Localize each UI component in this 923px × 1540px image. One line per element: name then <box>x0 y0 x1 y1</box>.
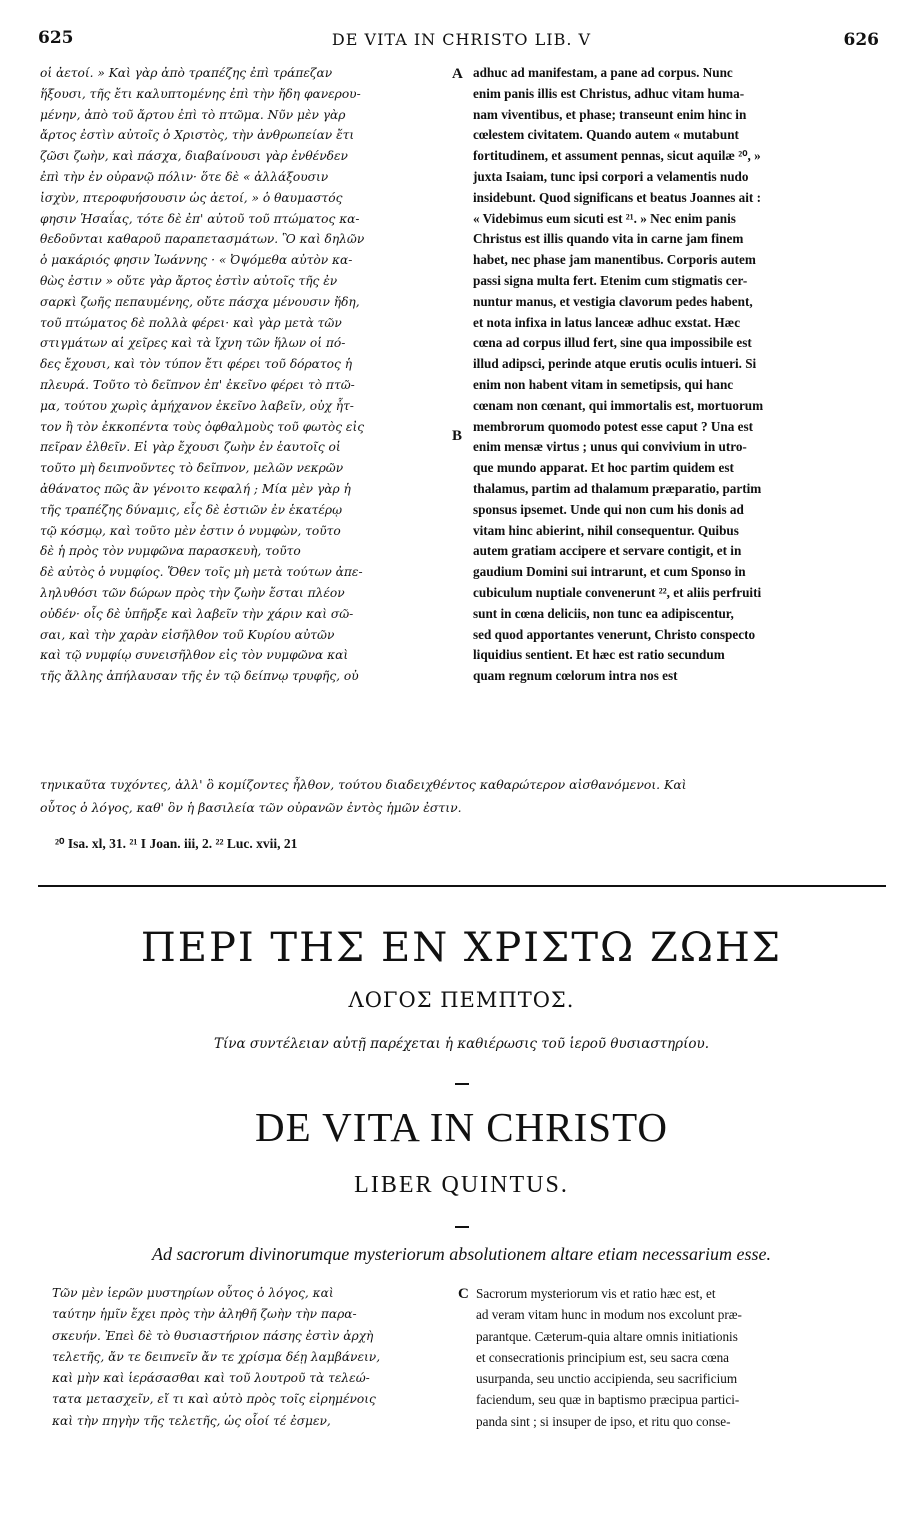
greek-text-line: σαι, καὶ τὴν χαρὰν εἰσῆλθον τοῦ Κυρίου αὐτῶν <box>40 627 335 642</box>
latin-section-summary: Ad sacrorum divinorumque mysteriorum absolutionem altare etiam necessarium esse. <box>151 1244 772 1264</box>
latin-text-line: vitam hinc abierint, nihil consequentur. Quibus <box>473 522 739 538</box>
section-divider <box>38 885 886 887</box>
latin-text-line: liquidius sentient. Et hæc est ratio secundum <box>473 647 725 663</box>
latin-section-title: DE VITA IN CHRISTO <box>255 1104 668 1150</box>
greek-text-line: θὼς ἐστιν » οὔτε γὰρ ἄρτος ἐστὶν αὐτοῖς τῆς ἐν <box>40 273 338 288</box>
greek-text-line: τοῦτο μὴ δειπνοῦντες τὸ δεῖπνον, μελῶν νεκρῶν <box>40 461 344 476</box>
greek-text-line: οὐδέν· οἷς δὲ ὑπῆρξε καὶ λαβεῖν τὴν χάριν καὶ σῶ- <box>40 606 354 621</box>
latin-text-line: ad veram vitam hunc in modum nos excolunt præ- <box>476 1307 742 1323</box>
greek-text-line: ἰσχὺν, πτεροφυήσουσιν ὡς ἀετοί, » ὁ θαυμαστός <box>40 190 343 205</box>
greek-text-line: τον ἢ τὸν ἐκκοπέντα τοὺς ὀφθαλμοὺς τοῦ φωτὸς εἰς <box>40 419 365 434</box>
greek-column-top <box>40 63 463 687</box>
latin-text-line: thalamus, partim ad thalamum præparatio, partim <box>473 480 762 496</box>
latin-text-line: que mundo apparat. Et hoc partim quidem est <box>473 460 734 476</box>
latin-text-line: cœnam non cœnant, qui immortalis est, mortuorum <box>473 397 764 413</box>
greek-text-line: τελετῆς, ἄν τε δειπνεῖν ἄν τε χρίσμα δέῃ λαμβάνειν, <box>52 1349 381 1364</box>
greek-text-line: καὶ τῷ νυμφίῳ συνεισῆλθον εἰς τὸν νυμφῶνα καὶ <box>40 648 349 663</box>
greek-text-line: δὲ αὐτὸς ὁ νυμφίος. Ὅθεν τοῖς μὴ μετὰ τούτων ἀπε- <box>40 565 363 580</box>
latin-text-line: gaudium Domini sui intrarunt, et cum Sponso in <box>473 564 746 580</box>
latin-section-subtitle: LIBER QUINTUS. <box>354 1172 569 1198</box>
latin-text-line: juxta Isaiam, tunc ipsi corpori a velamentis nudo <box>473 168 749 184</box>
latin-text-line: nuntur manus, et vestigia clavorum pedes habent, <box>473 293 753 309</box>
ornament-dash-1 <box>455 1083 469 1085</box>
margin-marker-c: C <box>458 1286 469 1302</box>
margin-marker-b: B <box>452 428 463 444</box>
greek-text-line: μένην, ἀπὸ τοῦ ἄρτου ἐπὶ τὸ πτῶμα. Νῦν μὲν γὰρ <box>40 107 346 122</box>
greek-text-line: θεδοῦνται καθαροῦ παραπετασμάτων. Ὃ καὶ δηλῶν <box>40 232 365 247</box>
greek-text-line: τοῦ πτώματος δὲ πολλὰ φέρει· καὶ γὰρ μετὰ τῶν <box>40 315 342 330</box>
latin-text-line: autem gratiam accipere et servare contigit, et in <box>473 543 742 559</box>
greek-section-subtitle: ΛΟΓΟΣ ΠΕΜΠΤΟΣ. <box>348 988 575 1012</box>
greek-text-line: στιγμάτων αἱ χεῖρες καὶ τὰ ἴχνη τῶν ἥλων οἱ πό- <box>40 336 346 351</box>
latin-text-line: et consecrationis principium est, seu sacra cœna <box>476 1349 730 1365</box>
margin-marker-a: A <box>452 66 463 82</box>
latin-text-line: parantque. Cæterum-quia altare omnis initiationis <box>476 1328 738 1344</box>
greek-text-line: Τῶν μὲν ἱερῶν μυστηρίων οὗτος ὁ λόγος, καὶ <box>52 1286 334 1300</box>
latin-text-line: nam viventibus, et phase; transeunt enim hinc in <box>473 106 747 122</box>
greek-text-line: οἱ ἀετοί. » Καὶ γὰρ ἀπὸ τραπέζης ἐπὶ τράπεζαν <box>40 66 333 80</box>
latin-text-line: sunt in cœna deliciis, non tunc ea adipiscentur, <box>473 605 734 621</box>
latin-text-line: enim non habent vitam in semetipsis, qui hanc <box>473 376 734 392</box>
latin-text-line: habet, nec phase jam manentibus. Corporis autem <box>473 252 756 268</box>
full-width-line-2: οὗτος ὁ λόγος, καθ' ὃν ἡ βασιλεία τῶν οὐρανῶν ἐντὸς ἡμῶν ἐστιν. <box>40 800 462 815</box>
latin-text-line: adhuc ad manifestam, a pane ad corpus. Nunc <box>473 65 733 80</box>
latin-text-line: insidebunt. Quod significans et beatus Joannes ait : <box>473 189 761 205</box>
greek-text-line: δες ἔχουσι, καὶ τὸν τύπον ἔτι φέρει τοῦ δόρατος ἡ <box>40 357 352 372</box>
latin-text-line: « Videbimus eum sicuti est ²¹. » Nec enim panis <box>473 210 736 226</box>
latin-text-line: fortitudinem, et assument pennas, sicut aquilæ ²⁰, » <box>473 148 761 164</box>
latin-text-line: cœna ad corpus illud fert, sine qua impossibile est <box>473 335 752 351</box>
latin-text-line: Sacrorum mysteriorum vis et ratio hæc est, et <box>476 1286 716 1301</box>
greek-text-line: πεῖραν ἐλθεῖν. Εἰ γὰρ ἔχουσι ζωὴν ἐν ἑαυτοῖς οἱ <box>40 440 341 455</box>
greek-text-line: ληλυθόσι τῶν δώρων πρὸς τὴν ζωὴν ἔσται πλέον <box>40 585 345 600</box>
greek-text-line: καὶ μὴν καὶ ἱεράσασθαι καὶ τοῦ λουτροῦ τὰ τελεώ- <box>52 1371 370 1386</box>
page-number-right: 626 <box>843 30 879 50</box>
greek-section-title: ΠΕΡΙ ΤΗΣ ΕΝ ΧΡΙΣΤΩ ΖΩΗΣ <box>140 925 783 971</box>
running-title: DE VITA IN CHRISTO LIB. V <box>331 30 592 49</box>
greek-text-line: ἀθάνατος πῶς ἂν γένοιτο κεφαλή ; Μία μὲν γὰρ ἡ <box>40 481 351 496</box>
latin-text-line: cœlestem civitatem. Quando autem « mutabunt <box>473 127 739 143</box>
greek-text-line: ὁ μακάριός φησιν Ἰωάννης · « Ὀψόμεθα αὐτὸν κα- <box>40 253 353 268</box>
greek-text-line: ταύτην ἡμῖν ἔχει πρὸς τὴν ἀληθῆ ζωὴν τὴν παρα- <box>52 1307 357 1322</box>
latin-text-line: enim panis illis est Christus, adhuc vitam huma- <box>473 85 745 101</box>
greek-text-line: τῆς τραπέζης δύναμις, εἷς δὲ ἑστιῶν ἐν ἑκατέρῳ <box>40 502 343 517</box>
latin-text-line: sed quod apportantes venerunt, Christo conspecto <box>473 626 756 642</box>
ornament-dash-2 <box>455 1226 469 1228</box>
greek-text-line: ζῶσι ζωὴν, καὶ πάσχα, διαβαίνουσι γὰρ ἐνθένδεν <box>40 149 348 164</box>
latin-text-line: usurpanda, seu unctio accipienda, seu sacrificium <box>476 1371 738 1387</box>
latin-text-line: et nota infixa in latus lanceæ adhuc exstat. Hæc <box>473 314 741 330</box>
greek-text-line: τῷ κόσμῳ, καὶ τοῦτο μὲν ἐστιν ὁ νυμφὼν, τοῦτο <box>40 523 341 538</box>
latin-text-line: cubiculum nuptiale convenerunt ²², et aliis perfruiti <box>473 584 762 600</box>
latin-text-line: Christus est illis quando vita in carne jam finem <box>473 231 744 247</box>
latin-text-line: enim mensæ virtus ; unus qui convivium in utro- <box>473 439 747 455</box>
greek-text-line: πλευρά. Τοῦτο τὸ δεῖπνον ἐπ' ἐκεῖνο φέρει τὸ πτῶ- <box>40 377 355 392</box>
page-number-left: 625 <box>38 28 74 48</box>
full-width-line-1: τηνικαῦτα τυχόντες, ἀλλ' ὃ κομίζοντες ἦλθον, τούτου διαδειχθέντος καθαρώτερον αἰσθανόμενοι. Καὶ <box>40 777 687 792</box>
latin-text-line: passi signa multa fert. Etenim cum stigmatis cer- <box>473 272 748 288</box>
latin-text-line: panda sint ; si insuper de ipso, et ritu quo conse- <box>476 1413 731 1429</box>
latin-text-line: sponsus ipsemet. Unde qui non cum his donis ad <box>473 501 744 517</box>
greek-text-line: τῆς ἄλλης ἀπήλαυσαν τῆς ἐν τῷ δείπνῳ τρυφῆς, οὐ <box>40 669 359 684</box>
greek-text-line: σκευήν. Ἐπεὶ δὲ τὸ θυσιαστήριον πάσης ἐστὶν ἀρχὴ <box>52 1328 374 1343</box>
greek-text-line: δὲ ἡ πρὸς τὸν νυμφῶνα παρασκευὴ, τοῦτο <box>40 544 301 559</box>
latin-column-top <box>473 63 885 687</box>
greek-text-line: καὶ τὴν πηγὴν τῆς τελετῆς, ὡς οἷοί τέ ἐσμεν, <box>52 1413 331 1428</box>
latin-text-line: faciendum, seu quæ in baptismo præcipua partici- <box>476 1392 740 1408</box>
greek-text-line: μα, τούτου χωρὶς ἀμήχανον ἐκεῖνο λαβεῖν, οὐχ ἧτ- <box>40 398 354 413</box>
greek-text-line: σαρκὶ ζωῆς πεπαυμένης, οὔτε πάσχα μένουσιν ἤδη, <box>40 294 360 309</box>
greek-text-line: ἐπὶ τὴν ἐν οὐρανῷ πόλιν· ὅτε δὲ « ἀλλάξουσιν <box>40 169 329 184</box>
latin-text-line: quam regnum cœlorum intra nos est <box>473 668 678 684</box>
greek-text-line: φησιν Ἡσαΐας, τότε δὲ ἐπ' αὐτοῦ τοῦ πτώματος κα- <box>40 211 360 226</box>
greek-text-line: ἥξουσι, τῆς ἔτι καλυπτομένης ἐπὶ τὴν ἤδη φανερου- <box>40 86 361 101</box>
latin-column-bottom <box>476 1283 886 1432</box>
footnotes: ²⁰ Isa. xl, 31. ²¹ I Joan. iii, 2. ²² Luc. xvii, 21 <box>55 836 298 851</box>
greek-section-summary: Τίνα συντέλειαν αὐτῇ παρέχεται ἡ καθιέρωσις τοῦ ἱεροῦ θυσιαστηρίου. <box>214 1036 709 1052</box>
greek-column-bottom <box>52 1283 457 1432</box>
latin-text-line: membrorum quomodo potest esse caput ? Una est <box>473 418 753 434</box>
latin-text-line: illud adipsci, perinde atque erutis oculis intueri. Si <box>473 356 757 372</box>
greek-text-line: ἄρτος ἐστὶν αὐτοῖς ὁ Χριστὸς, τὴν ἀνθρωπείαν ἔτι <box>40 128 355 143</box>
greek-text-line: τατα μετασχεῖν, εἴ τι καὶ αὐτὸ πρὸς τοῖς εἰρημένοις <box>52 1392 376 1407</box>
